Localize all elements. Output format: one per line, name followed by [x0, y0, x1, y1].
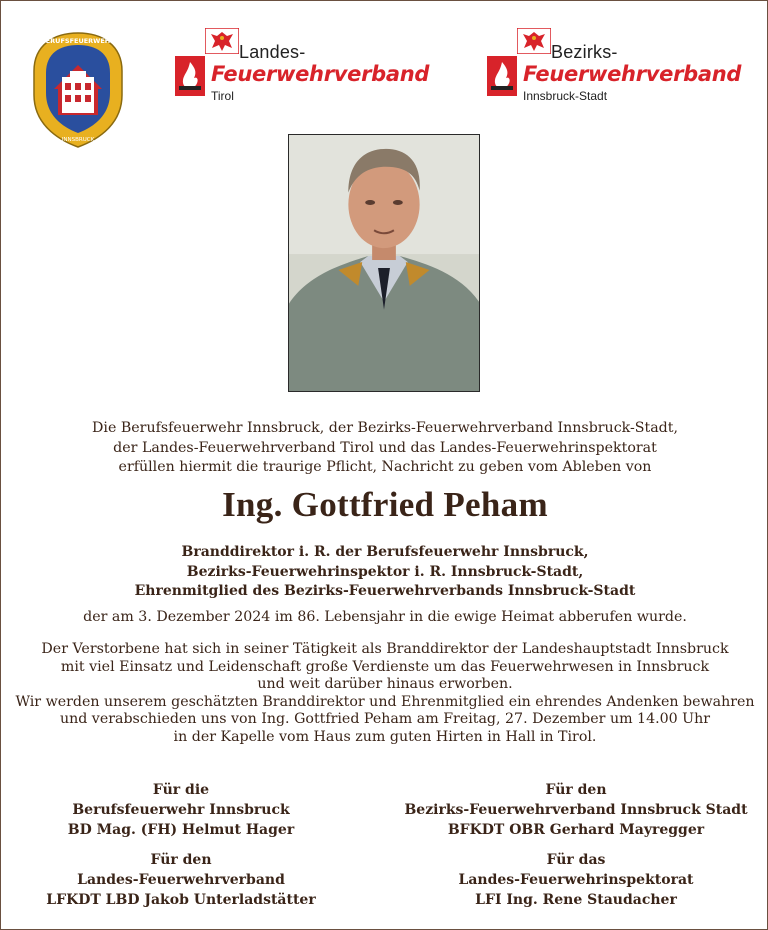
body-line: Wir werden unserem geschätzten Branddirektor und Ehrenmitglied ein ehrendes Andenken bewahren [15, 693, 755, 710]
signature-line: Für das [546, 852, 606, 868]
passing-line: der am 3. Dezember 2024 im 86. Lebensjahr in die ewige Heimat abberufen wurde. [83, 609, 687, 625]
title-line: Branddirektor i. R. der Berufsfeuerwehr Innsbruck, [181, 544, 589, 560]
fire-emblem-icon [487, 56, 517, 96]
body-line: mit viel Einsatz und Leidenschaft große Verdienste um das Feuerwehrwesen in Innsbruck [60, 658, 710, 675]
crest-ring-text-top: BERUFSFEUERWEHR [40, 37, 116, 45]
signature-bezirks-feuerwehrverband [396, 780, 756, 840]
tirol-eagle-icon [517, 28, 551, 54]
landes-logo-main: Feuerwehrverband [211, 62, 430, 86]
berufsfeuerwehr-crest-icon [32, 31, 124, 149]
signature-landes-feuerwehrinspektorat [396, 850, 756, 910]
titles-block [1, 543, 768, 602]
crest-ring-text-bottom: INNSBRUCK [61, 137, 95, 143]
intro-paragraph [1, 419, 768, 478]
bezirks-logo-main: Feuerwehrverband [523, 62, 742, 86]
deceased-name: Ing. Gottfried Peham [222, 485, 548, 524]
body-paragraph [1, 641, 768, 746]
title-line: Ehrenmitglied des Bezirks-Feuerwehrverbands Innsbruck-Stadt [134, 583, 636, 599]
body-line: in der Kapelle vom Haus zum guten Hirten in Hall in Tirol. [173, 728, 597, 745]
body-line: und weit darüber hinaus erworben. [257, 676, 513, 692]
signature-berufsfeuerwehr [1, 780, 361, 840]
signature-line: Landes-Feuerwehrverband [77, 872, 285, 888]
signature-line: Landes-Feuerwehrinspektorat [458, 872, 694, 888]
signature-line: BFKDT OBR Gerhard Mayregger [447, 822, 705, 838]
signature-line: Für die [152, 782, 210, 798]
signature-line: LFKDT LBD Jakob Unterladstätter [46, 892, 316, 908]
signature-line: Bezirks-Feuerwehrverband Innsbruck Stadt [404, 802, 748, 818]
signature-line: Berufsfeuerwehr Innsbruck [72, 802, 290, 818]
tirol-eagle-icon [205, 28, 239, 54]
title-line: Bezirks-Feuerwehrinspektor i. R. Innsbruck-Stadt, [186, 563, 584, 580]
landes-feuerwehrverband-logo [175, 28, 445, 103]
signature-line: BD Mag. (FH) Helmut Hager [67, 822, 295, 838]
bezirks-logo-sub: Innsbruck-Stadt [523, 89, 608, 103]
body-line: Der Verstorbene hat sich in seiner Tätigkeit als Branddirektor der Landeshauptstadt Innsbruck [41, 641, 729, 657]
bezirks-feuerwehrverband-logo [487, 28, 757, 103]
landes-logo-sub: Tirol [211, 89, 234, 103]
signature-landes-feuerwehrverband [1, 850, 361, 910]
landes-logo-top: Landes- [239, 42, 306, 62]
intro-line: Die Berufsfeuerwehr Innsbruck, der Bezirks-Feuerwehrverband Innsbruck-Stadt, [92, 420, 678, 436]
intro-line: der Landes-Feuerwehrverband Tirol und das Landes-Feuerwehrinspektorat [113, 439, 657, 456]
intro-line: erfüllen hiermit die traurige Pflicht, Nachricht zu geben vom Ableben von [118, 459, 652, 475]
signature-line: Für den [545, 782, 607, 798]
body-line: und verabschieden uns von Ing. Gottfried Peham am Freitag, 27. Dezember um 14.00 Uhr [59, 711, 711, 727]
portrait-photo [288, 134, 480, 392]
bezirks-logo-top: Bezirks- [551, 42, 618, 62]
signature-line: LFI Ing. Rene Staudacher [475, 892, 677, 908]
fire-emblem-icon [175, 56, 205, 96]
signature-line: Für den [150, 852, 212, 868]
